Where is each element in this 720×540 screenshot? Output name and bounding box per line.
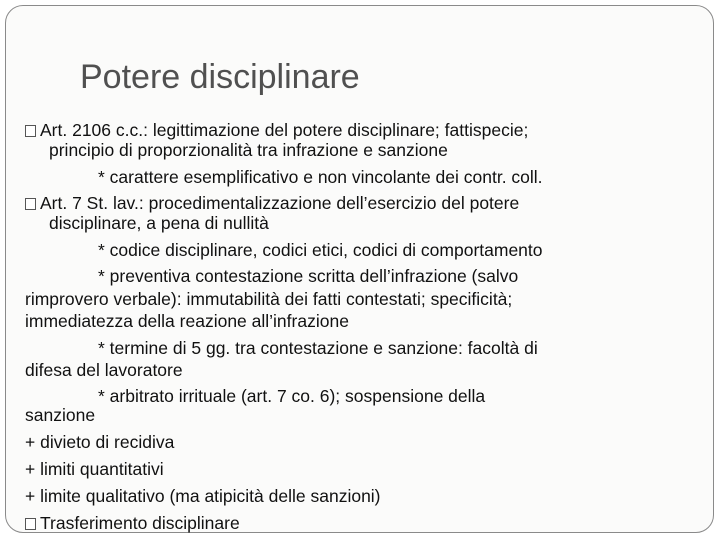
bullet-item	[25, 192, 519, 214]
text-line: + divieto di recidiva	[25, 432, 175, 452]
slide-title: Potere disciplinare	[80, 58, 360, 96]
bullet-box-icon	[25, 518, 36, 530]
text-line: rimprovero verbale): immutabilità dei fatti contestati; specificità;	[25, 289, 513, 309]
bullet-box-icon	[25, 198, 36, 210]
bullet-text: Art. 7 St. lav.: procedimentalizzazione dell’esercizio del potere	[40, 193, 520, 213]
text-line: immediatezza della reazione all’infrazione	[25, 311, 349, 331]
text-line: disciplinare, a pena di nullità	[49, 213, 269, 233]
text-line: * termine di 5 gg. tra contestazione e sanzione: facoltà di	[98, 338, 538, 358]
text-line: * arbitrato irrituale (art. 7 co. 6); sospensione della	[98, 386, 486, 406]
text-line: difesa del lavoratore	[25, 360, 183, 380]
text-line: + limite qualitativo (ma atipicità delle sanzioni)	[25, 486, 381, 506]
text-line: sanzione	[25, 405, 96, 425]
bullet-item	[25, 119, 528, 141]
bullet-text: Art. 2106 c.c.: legittimazione del potere disciplinare; fattispecie;	[40, 120, 529, 140]
text-line: + limiti quantitativi	[25, 459, 164, 479]
text-line: principio di proporzionalità tra infrazione e sanzione	[49, 140, 448, 160]
text-line: * preventiva contestazione scritta dell’infrazione (salvo	[98, 266, 519, 286]
bullet-item	[25, 512, 240, 534]
text-line: * carattere esemplificativo e non vincolante dei contr. coll.	[98, 167, 543, 187]
text-line: * codice disciplinare, codici etici, codici di comportamento	[98, 240, 543, 260]
bullet-box-icon	[25, 125, 36, 137]
bullet-text: Trasferimento disciplinare	[40, 513, 240, 533]
